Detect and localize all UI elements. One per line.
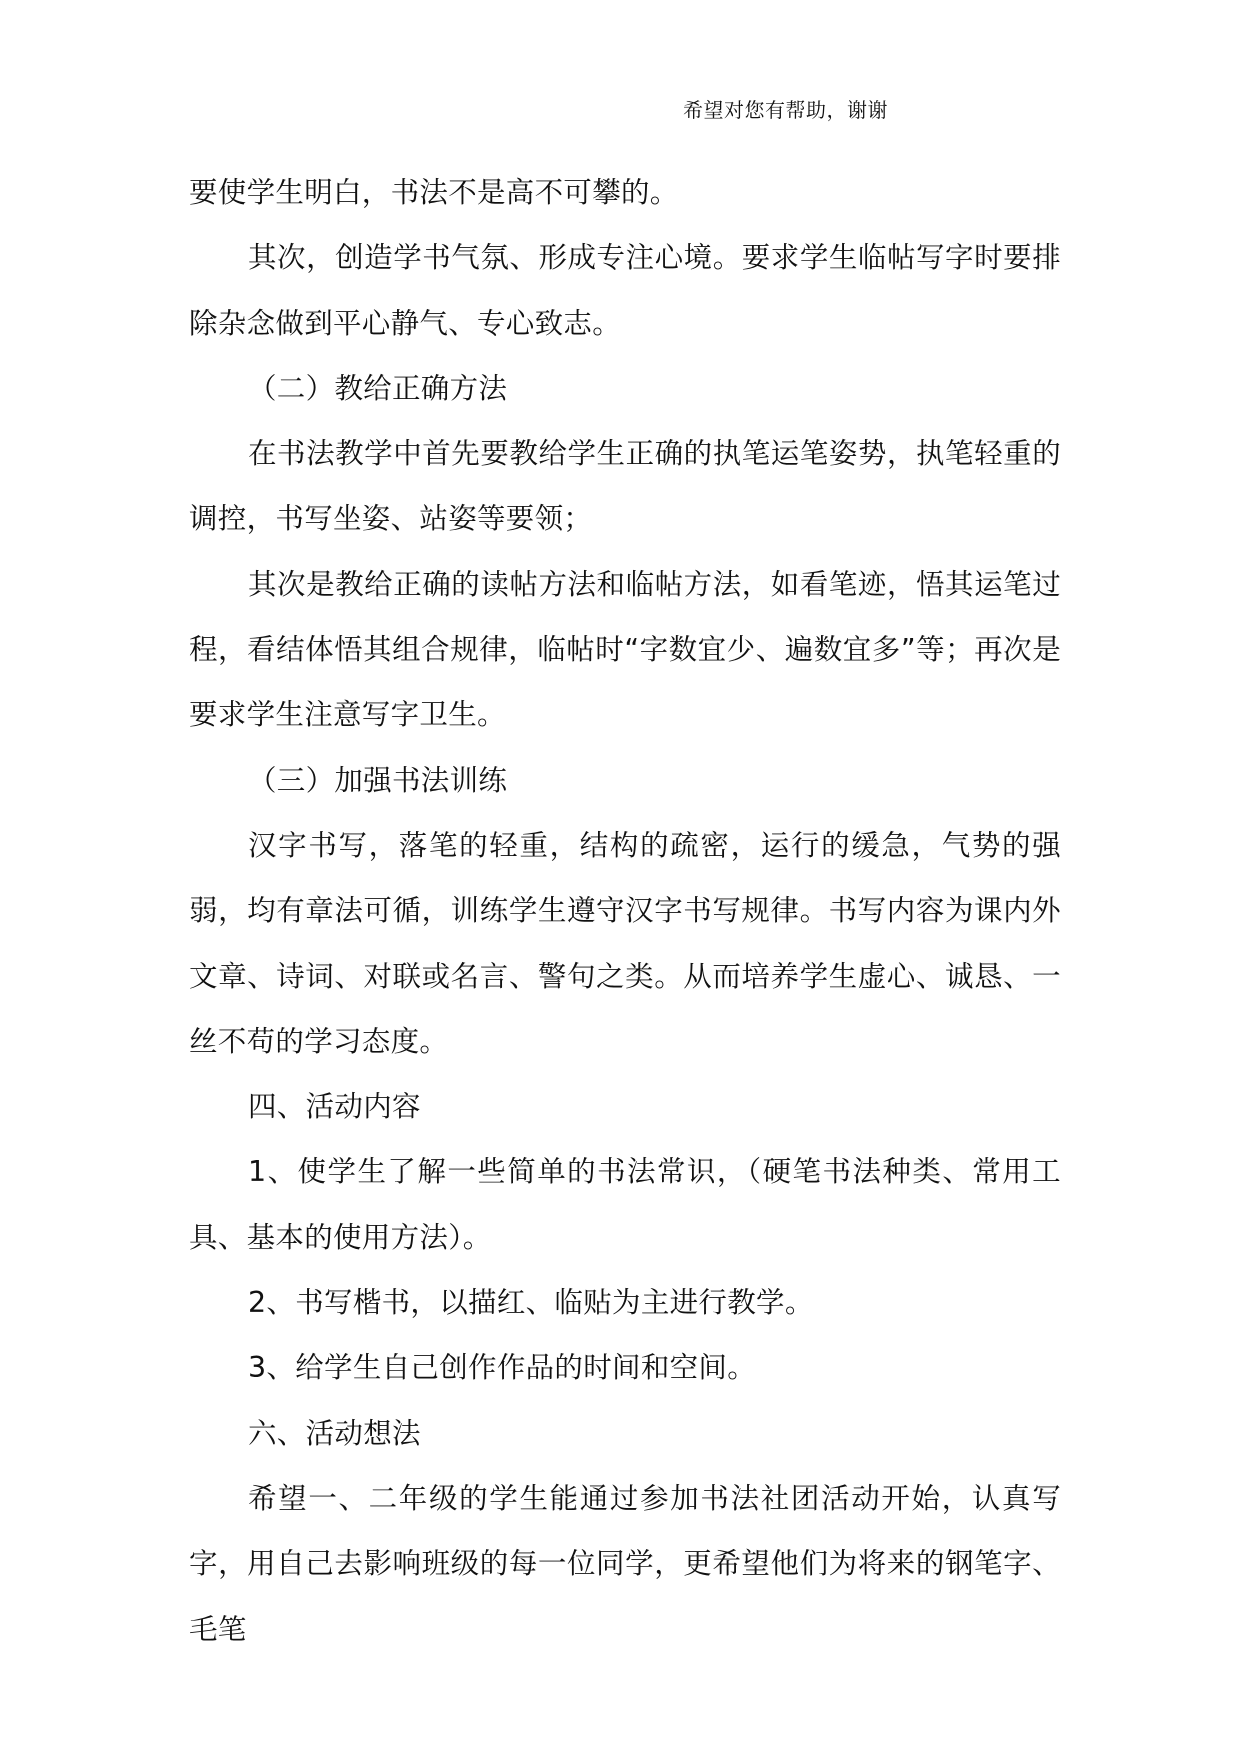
section-heading-activities: 四、活动内容: [248, 1090, 421, 1124]
paragraph-atmosphere: 其次，创造学书气氛、形成专注心境。要求学生临帖写字时要排除杂念做到平心静气、专心致志。: [189, 241, 1061, 340]
paragraph-intro-ending: 要使学生明白，书法不是高不可攀的。: [189, 176, 679, 209]
section-heading-ideas: 六、活动想法: [248, 1416, 421, 1450]
header-note: 希望对您有帮助，谢谢: [683, 98, 888, 122]
paragraph-writing-rules: 汉字书写，落笔的轻重，结构的疏密，运行的缓急，气势的强弱，均有章法可循，训练学生遵守汉字书写规律。书写内容为课内外文章、诗词、对联或名言、警句之类。从而培养学生虚心、诚恳、一丝不苟的学习态度。: [189, 828, 1061, 1058]
activity-item-2: 2、书写楷书，以描红、临贴为主进行教学。: [248, 1286, 814, 1320]
paragraph-reading-copying: 其次是教给正确的读帖方法和临帖方法，如看笔迹，悟其运笔过程，看结体悟其组合规律，临帖时“字数宜少、遍数宜多”等；再次是要求学生注意写字卫生。: [189, 567, 1061, 732]
paragraph-posture: 在书法教学中首先要教给学生正确的执笔运笔姿势，执笔轻重的调控，书写坐姿、站姿等要领；: [189, 437, 1061, 536]
activity-item-3: 3、给学生自己创作作品的时间和空间。: [248, 1351, 757, 1385]
section-heading-training: （三）加强书法训练: [248, 763, 508, 797]
document-body: [189, 160, 1061, 1662]
section-heading-methods: （二）教给正确方法: [248, 371, 508, 405]
activity-item-1: 1、使学生了解一些简单的书法常识，（硬笔书法种类、常用工具、基本的使用方法）。: [189, 1155, 1061, 1254]
paragraph-hopes: 希望一、二年级的学生能通过参加书法社团活动开始，认真写字，用自己去影响班级的每一位同学，更希望他们为将来的钢笔字、毛笔: [189, 1481, 1061, 1646]
